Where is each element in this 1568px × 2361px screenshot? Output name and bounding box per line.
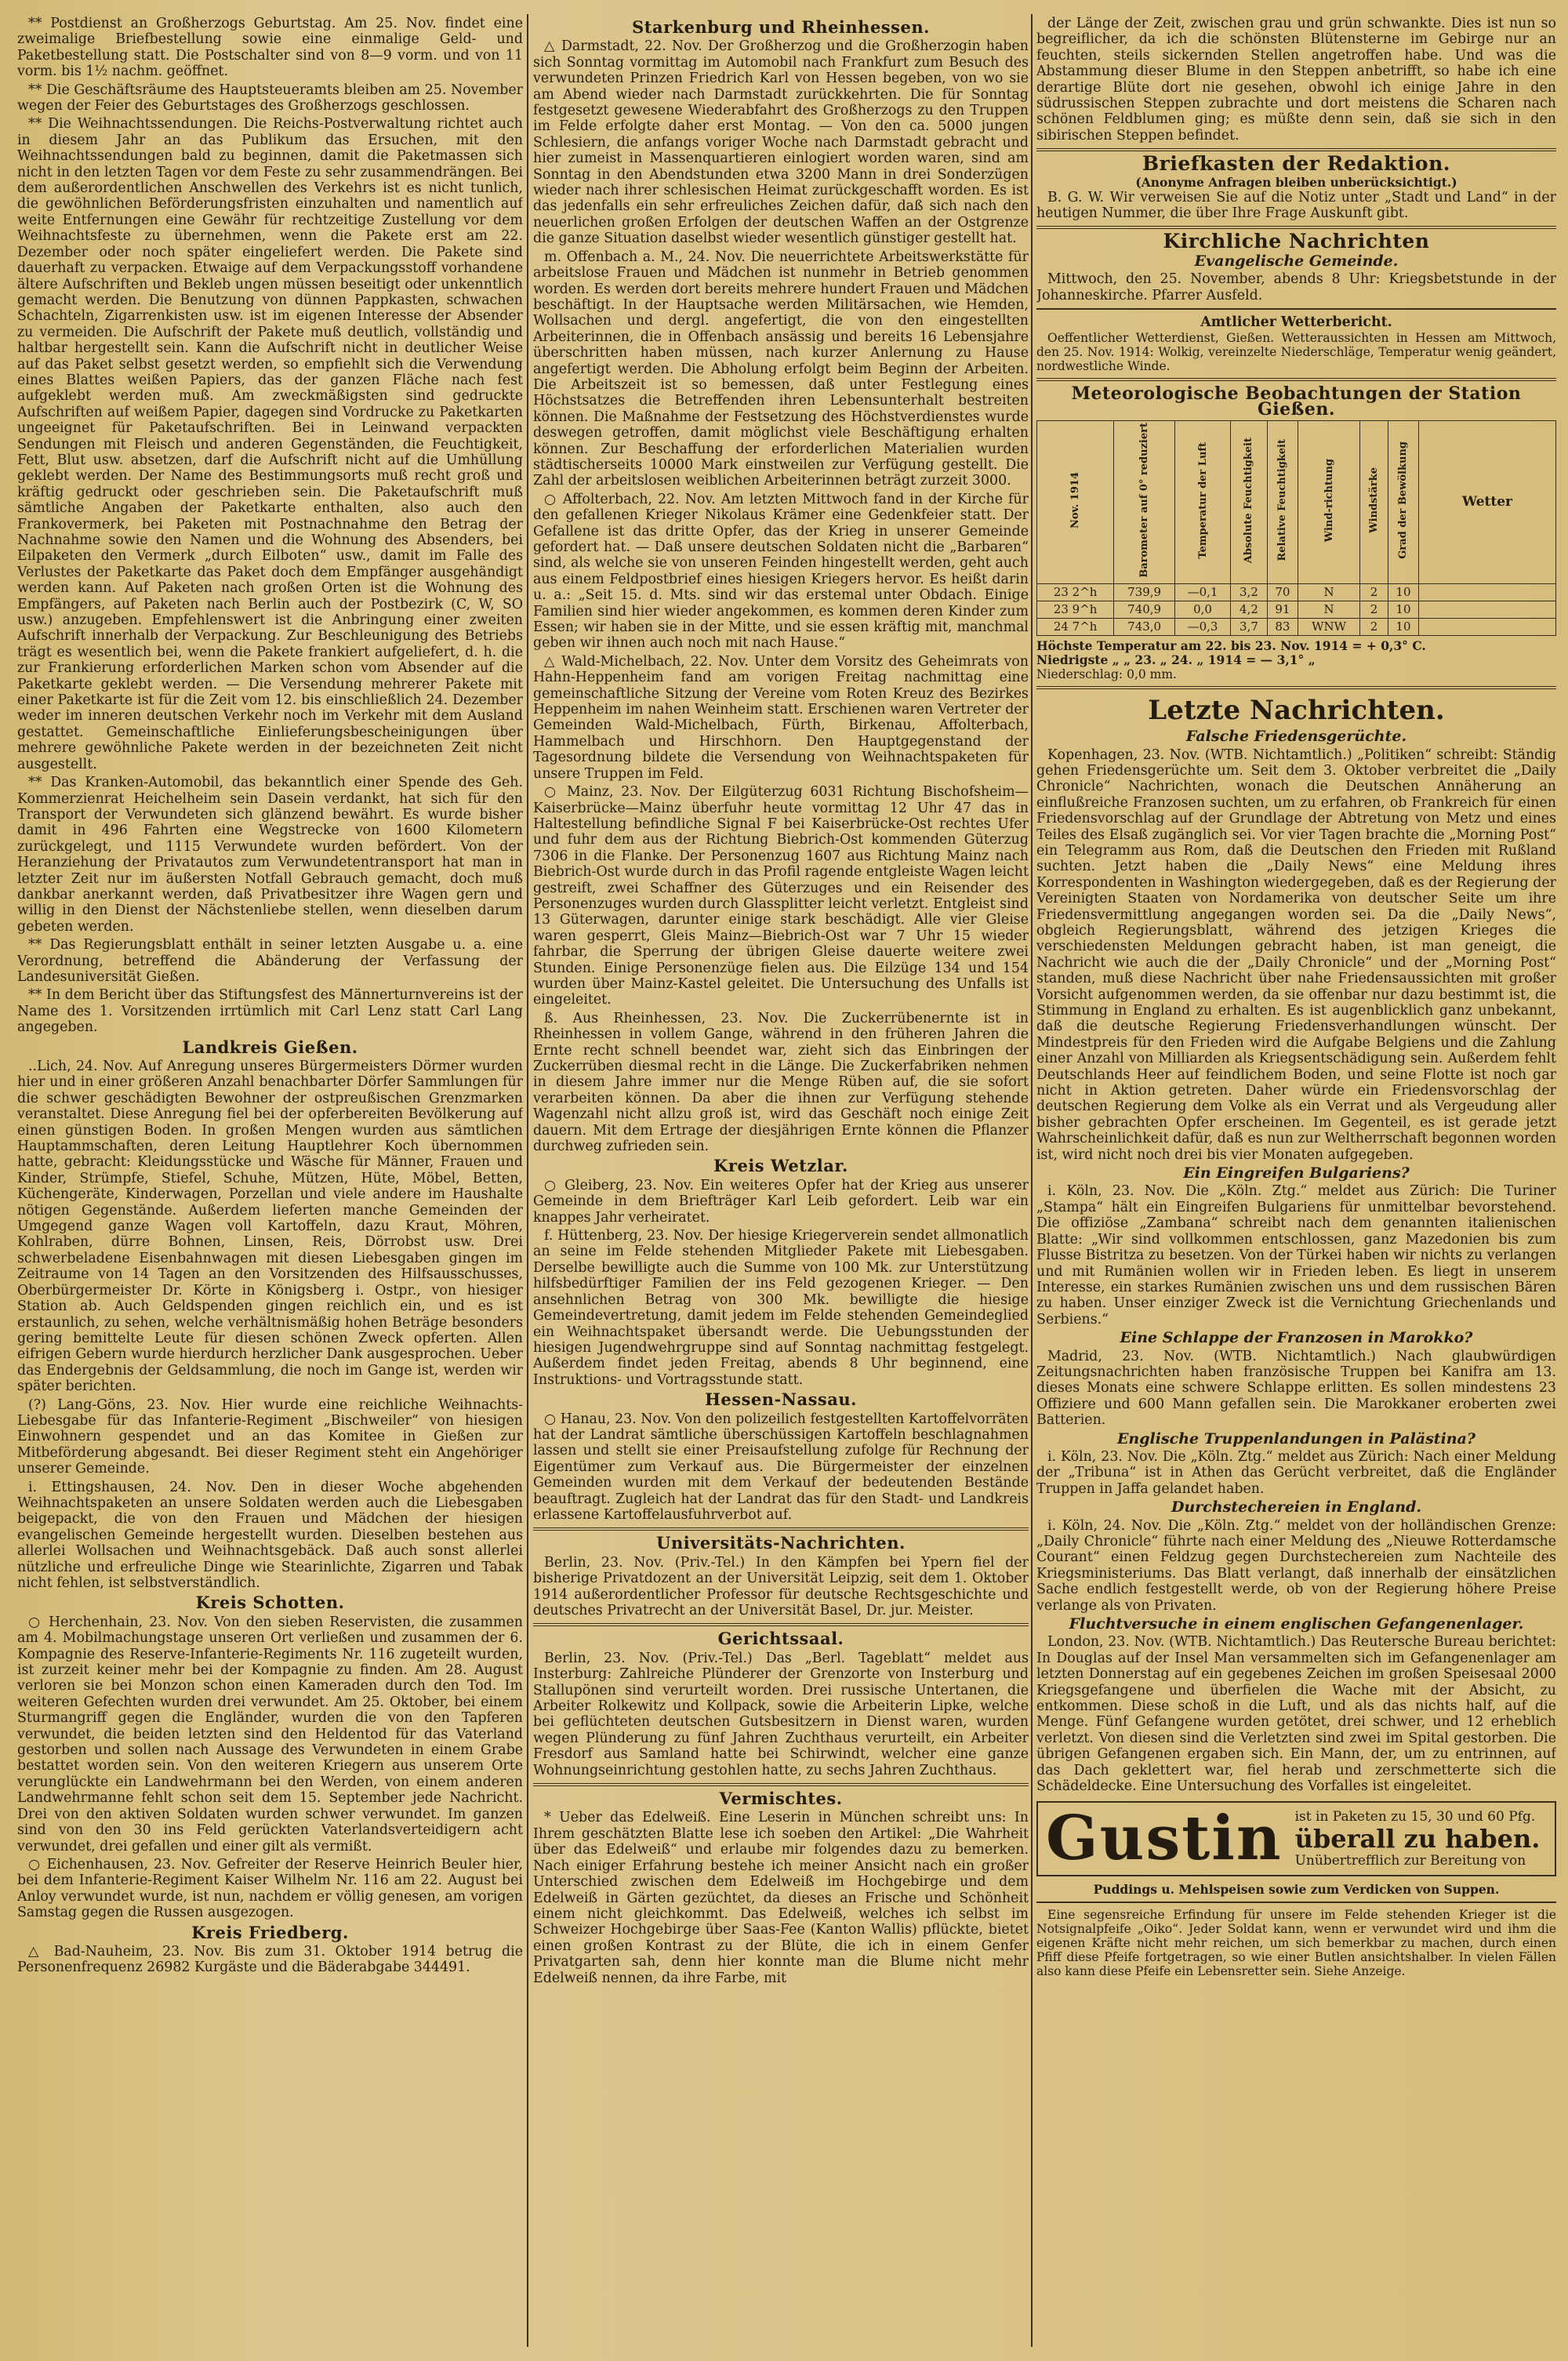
ad-line: Unübertrefflich zur Bereitung von <box>1294 1852 1526 1869</box>
ad-brand-name: Gustin <box>1046 1802 1283 1874</box>
table-cell: 3,7 <box>1231 619 1268 636</box>
table-header <box>1388 421 1418 584</box>
article-paragraph: ** Die Weihnachtssendungen. Die Reichs-Postverwaltung richtet auch in diesem Jahr an das Publikum das Ersuchen, mit den Weihnachtssendungen bald zu beginnen, damit die Paketmassen sich nicht in den letzten Tagen vor dem Feste zu sehr zusammendrängen. Bei dem außerordentlichen Anschwellen des Verkehrs ist es nicht tunlich, die gewöhnlichen Beförderungsfristen einzuhalten und namentlich auf weite Entfernungen eine Gewähr für rechtzeitige Zustellung vor dem Weihnachtsfeste zu übernehmen, wenn die Pakete erst am 22. Dezember oder noch später eingeliefert werden. Die Pakete sind dauerhaft zu verpacken. Etwaige auf dem Verpackungsstoff vorhandene ältere Aufschriften und Bekleb ungen müssen beseitigt oder unkenntlich gemacht werden. Die Benutzung von dünnen Pappkasten, schwachen Schachteln, Zigarrenkisten usw. ist im eigenen Interesse der Absender zu vermeiden. Die Aufschrift der Pakete muß deutlich, vollständig und haltbar hergestellt sein. Kann die Aufschrift nicht in deutlicher Weise auf das Paket selbst gesetzt werden, so empfiehlt sich die Verwendung eines Blattes weißen Papiers, das der ganzen Fläche nach fest aufgeklebt werden muß. Am zweckmäßigsten sind gedruckte Aufschriften auf weißem Papier, dagegen sind Vordrucke zu Paketkarten ungeeignet für Paketaufschriften. Bei in Leinwand verpackten Sendungen mit Fleisch und anderen Gegenständen, die Feuchtigkeit, Fett, Blut usw. absetzen, darf die Aufschrift nicht auf die Umhüllung geklebt werden. Der Name des Bestimmungsorts muß recht groß und kräftig gedruckt oder geschrieben sein. Die Paketaufschrift muß sämtliche Angaben der Paketkarte enthalten, also auch den Frankovermerk, bei Paketen mit Postnachnahme den Betrag der Nachnahme sowie den Namen und die Wohnung des Absenders, bei Eilpaketen den Vermerk „durch Eilboten“ usw., damit im Falle des Verlustes der Paketkarte das Paket doch dem Empfänger ausgehändigt werden kann. Auf Paketen nach großen Orten ist die Wohnung des Empfängers, auf Paketen nach Berlin auch der Postbezirk (C, W, SO usw.) anzugeben. Empfehlenswert ist die Anbringung einer zweiten Aufschrift innerhalb der Verpackung. Zur Beschleunigung des Betriebs trägt es wesentlich bei, wenn die Pakete frankiert aufgeliefert, d. h. die zur Frankierung erforderlichen Marken schon vom Absender auf die Paketkarte geklebt werden. — Die Versendung mehrerer Pakete mit einer Paketkarte ist für die Zeit vom 12. bis einschließlich 24. Dezember weder im inneren deutschen Verkehr noch im Verkehr mit dem Ausland gestattet. Gemeinschaftliche Einlieferungsbescheinigungen über mehrere gewöhnliche Pakete werden in der bezeichneten Zeit nicht ausgestellt. <box>17 116 523 772</box>
section-heading: Landkreis Gießen. <box>182 1037 358 1057</box>
article-paragraph: Mittwoch, den 25. November, abends 8 Uhr: Kriegsbetstunde in der Johanneskirche. Pfarrer Ausfeld. <box>1036 271 1556 303</box>
article-subheading: Durchstechereien in England. <box>1171 1498 1422 1516</box>
article-paragraph: ○ Mainz, 23. Nov. Der Eilgüterzug 6031 Richtung Bischofsheim—Kaiserbrücke—Mainz überfuhr heute vormittag 12 Uhr 47 das in Haltestellung befindliche Signal F bei Kaiserbrücke-Ost rechtes Ufer und fuhr dem aus der Richtung Biebrich-Ost kommenden Güterzug 7306 in die Flanke. Der Personenzug 1607 aus Richtung Mainz nach Biebrich-Ost wurde durch in das Profil ragende entgleiste Wagen leicht gestreift, zwei Schaffner des Güterzuges und ein Reisender des Personenzuges wurden durch Glassplitter leicht verletzt. Entgleist sind 13 Güterwagen, darunter einige stark beschädigt. Alle vier Gleise waren gesperrt, Gleis Mainz—Biebrich-Ost war 7 Uhr 15 wieder fahrbar, die Sperrung der übrigen Gleise dauerte weitere zwei Stunden. Einige Personenzüge fielen aus. Die Eilzüge 134 und 154 wurden über Mainz-Kastel geleitet. Die Untersuchung des Unfalls ist eingeleitet. <box>533 784 1029 1008</box>
table-cell: 4,2 <box>1231 601 1268 619</box>
table-header-label: Wetter <box>1462 494 1512 510</box>
table-cell <box>1419 601 1556 619</box>
column-2 <box>533 16 1029 2345</box>
article-paragraph: der Länge der Zeit, zwischen grau und grün schwankte. Dies ist nun so begreiflicher, da ich die schönsten Blütensterne im Gebirge nur an feuchten, steils sickernden Stellen angetroffen habe. Und was die Abstammung dieser Blume in den Steppen anbetrifft, so habe ich eine derartige Blüte dort nie gesehen, obwohl ich einige Jahre in den südrussischen Steppen zubrachte und dort meistens die Scharen nach schönen Feldblumen ging; es müßte denn sein, daß sie sich in den sibirischen Steppen befindet. <box>1036 16 1556 143</box>
article-paragraph: ○ Herchenhain, 23. Nov. Von den sieben Reservisten, die zusammen am 4. Mobilmachungstage unseren Ort verließen und zusammen der 6. Kompagnie des Reserve-Infanterie-Regiments Nr. 116 zugeteilt wurden, ist zurzeit keiner mehr bei der Kompagnie zu finden. Am 28. August verloren sie bei Monzon schon einen Kameraden durch den Tod. Im weiteren Gefechten wurden drei verwundet. Am 25. Oktober, bei einem Sturmangriff gegen die Engländer, wurden die von den Tapferen verwundet, die beiden letzten sind den Heldentod für das Vaterland gestorben und sollen nach Aussage des Verwundeten in einem Grabe bestattet worden sein. Von den weiteren Kriegern aus unserem Orte verunglückte ein Landwehrmann bei den Werden, von einem anderen Landwehrmanne fehlt schon seit dem 15. September jede Nachricht. Drei von den aktiven Soldaten wurden schwer verwundet. Im ganzen sind von den 30 ins Feld gerückten Vaterlandsverteidigern acht verwundet, drei gefallen und einer gilt als vermißt. <box>17 1614 523 1854</box>
section-heading: Amtlicher Wetterbericht. <box>1200 314 1392 331</box>
section-heading: Kreis Friedberg. <box>191 1922 349 1942</box>
column-3 <box>1036 16 1556 2345</box>
section-heading: Kirchliche Nachrichten <box>1163 230 1430 253</box>
divider <box>1036 686 1556 689</box>
table-cell: 83 <box>1267 619 1298 636</box>
table-header-label: Grad der Bewölkung <box>1397 441 1410 560</box>
weather-footnote: Höchste Temperatur am 22. bis 23. Nov. 1914 = + 0,3° C. <box>1036 638 1426 654</box>
table-cell: 743,0 <box>1114 619 1175 636</box>
table-cell: N <box>1298 584 1359 601</box>
weather-footnote: Niedrigste „ „ 23. „ 24. „ 1914 = — 3,1° „ <box>1036 652 1316 668</box>
table-header-label: Barometer auf 0° reduziert <box>1138 423 1151 579</box>
divider <box>1036 1902 1556 1903</box>
ad-line: Puddings u. Mehlspeisen sowie zum Verdicken von Suppen. <box>1093 1881 1500 1897</box>
article-paragraph: ** In dem Bericht über das Stiftungsfest des Männerturnvereins ist der Name des 1. Vorsitzenden irrtümlich mit Carl Lenz statt Carl Lang angegeben. <box>17 987 523 1036</box>
article-subheading: Ein Eingreifen Bulgariens? <box>1183 1164 1410 1182</box>
table-cell: 70 <box>1267 584 1298 601</box>
table-header <box>1360 421 1388 584</box>
article-subheading: Falsche Friedensgerüchte. <box>1185 728 1407 746</box>
section-heading: Gerichtssaal. <box>717 1629 844 1649</box>
article-paragraph: Berlin, 23. Nov. (Priv.-Tel.) Das „Berl. Tageblatt“ meldet aus Insterburg: Zahlreiche Plünderer der Grenzorte von Insterburg und Stallupönen sind verurteilt worden. Drei russische Untertanen, die Arbeiter Rolkewitz und Kollpack, sowie die Arbeiterin Lipke, welche bei geflüchteten deutschen Gutsbesitzern in Dienst waren, wurden wegen Plünderung zu fünf Jahren Zuchthaus verurteilt, ein Arbeiter Fresdorf aus Samland hatte bei Schirwindt, welcher eine ganze Wohnungseinrichtung gestohlen hatte, zu sechs Jahren Zuchthaus. <box>533 1650 1029 1778</box>
table-cell: 23 2^h <box>1037 584 1114 601</box>
table-cell: 0,0 <box>1175 601 1231 619</box>
table-header <box>1231 421 1268 584</box>
divider <box>1036 226 1556 229</box>
article-paragraph: ○ Gleiberg, 23. Nov. Ein weiteres Opfer hat der Krieg aus unserer Gemeinde in dem Briefträger Karl Leib gefordert. Leib war ein knappes Jahr verheiratet. <box>533 1177 1029 1226</box>
table-row <box>1037 584 1556 601</box>
section-heading: Kreis Wetzlar. <box>713 1156 848 1176</box>
table-header-label: Temperatur der Luft <box>1196 441 1209 559</box>
weather-footnote: Niederschlag: 0,0 mm. <box>1036 667 1177 682</box>
section-subheading: Evangelische Gemeinde. <box>1194 252 1399 270</box>
article-paragraph: ß. Aus Rheinhessen, 23. Nov. Die Zuckerrübenernte ist in Rheinhessen in vollem Gange, während in den früheren Jahren die Ernte recht schnell beendet war, zieht sich das Einbringen der Zuckerrüben diesmal recht in die Länge. Die Zuckerfabriken nehmen in diesem Jahre immer nur die Menge Rüben auf, die sie sofort verarbeiten können. Da aber die ihnen zur Verfügung stehende Wagenzahl nicht allzu groß ist, wird das Geschäft noch einige Zeit dauern. Mit dem Ertrage der diesjährigen Ernte können die Pflanzer durchweg zufrieden sein. <box>533 1010 1029 1155</box>
table-cell: 739,9 <box>1114 584 1175 601</box>
ad-headline: überall zu haben. <box>1294 1823 1541 1854</box>
article-paragraph: ** Das Regierungsblatt enthält in seiner letzten Ausgabe u. a. eine Verordnung, betreffend die Abänderung der Verfassung der Landesuniversität Gießen. <box>17 937 523 985</box>
section-heading: Briefkasten der Redaktion. <box>1142 152 1450 176</box>
article-paragraph: △ Wald-Michelbach, 22. Nov. Unter dem Vorsitz des Geheimrats von Hahn-Heppenheim fand am vorigen Freitag nachmittag eine gemeinschaftliche Sitzung der Vereine vom Roten Kreuz des Bezirkes Heppenheim im nahen Weinheim statt. Erschienen waren Vertreter der Gemeinden Wald-Michelbach, Fürth, Birkenau, Affolterbach, Hammelbach und Hirschhorn. Den Hauptgegenstand der Tagesordnung bildete die Versendung von Weihnachtspaketen für unsere Truppen im Feld. <box>533 653 1029 782</box>
article-paragraph: ○ Eichenhausen, 23. Nov. Gefreiter der Reserve Heinrich Beuler hier, bei dem Infanterie-Regiment Kaiser Wilhelm Nr. 116 am 22. August bei Anloy verwundet wurde, ist nun, nachdem er völlig genesen, am vorigen Samstag gegen die Russen ausgezogen. <box>17 1856 523 1921</box>
table-header <box>1298 421 1359 584</box>
article-paragraph: B. G. W. Wir verweisen Sie auf die Notiz unter „Stadt und Land“ in der heutigen Nummer, die über Ihre Frage Auskunft gibt. <box>1036 189 1556 222</box>
table-cell: 2 <box>1360 584 1388 601</box>
article-paragraph: ** Das Kranken-Automobil, das bekanntlich einer Spende des Geh. Kommerzienrat Heichelheim sein Dasein verdankt, hat sich für den Transport der Verwundeten sich glänzend bewährt. Es wurde bisher damit in 496 Fahrten eine Wegstrecke von 1600 Kilometern zurückgelegt, und 1115 Verwundete wurden befördert. Von der Heranziehung der Privatautos zum Verwundetentransport hat man in letzter Zeit nur im äußersten Notfall Gebrauch gemacht, doch muß dankbar anerkannt werden, daß Privatbesitzer ihre Wagen gern und willig in den Dienst der Nächstenliebe stellen, wenn dieselben darum gebeten werden. <box>17 775 523 935</box>
table-row <box>1037 601 1556 619</box>
table-cell: 2 <box>1360 619 1388 636</box>
article-paragraph: △ Bad-Nauheim, 23. Nov. Bis zum 31. Oktober 1914 betrug die Personenfrequenz 26982 Kurgäste und die Bäderabgabe 344491. <box>17 1943 523 1976</box>
table-cell <box>1419 584 1556 601</box>
divider <box>533 1623 1029 1626</box>
section-heading: Vermischtes. <box>719 1789 843 1809</box>
article-paragraph: Madrid, 23. Nov. (WTB. Nichtamtlich.) Nach glaubwürdigen Zeitungsnachrichten haben französische Truppen bei Kanifra am 13. dieses Monats eine schwere Schlappe erlitten. Es sollen mindestens 23 Offiziere und 600 Mann gefallen sein. Die Marokkaner eroberten zwei Batterien. <box>1036 1348 1556 1429</box>
table-cell: 3,2 <box>1231 584 1268 601</box>
column-rule <box>1031 14 1033 2347</box>
article-paragraph: ** Die Geschäftsräume des Hauptsteueramts bleiben am 25. November wegen der Feier des Geburtstages des Großherzogs geschlossen. <box>17 82 523 114</box>
table-cell: 91 <box>1267 601 1298 619</box>
table-cell: WNW <box>1298 619 1359 636</box>
table-header-label: Absolute Feuchtigkeit <box>1243 438 1255 564</box>
article-paragraph: f. Hüttenberg, 23. Nov. Der hiesige Kriegerverein sendet allmonatlich an seine im Felde stehenden Mitglieder Pakete mit Liebesgaben. Derselbe bewilligte auch die Summe von 100 Mk. zur Unterstützung hilfsbedürftiger Familien der ins Feld gezogenen Krieger. — Den ansehnlichen Betrag von 300 Mk. bewilligte die hiesige Gemeindevertretung, damit jedem im Felde stehenden Gemeindeglied ein Weihnachtspaket übersandt werde. Die Uebungsstunden der hiesigen Jugendwehrgruppe sind auf Sonntag nachmittag festgelegt. Außerdem findet jeden Freitag, abends 8 Uhr beginnend, eine Instruktions- und Vortragsstunde statt. <box>533 1228 1029 1388</box>
table-header-label: Nov. 1914 <box>1069 472 1082 529</box>
column-rule <box>527 14 528 2347</box>
article-paragraph: Eine segensreiche Erfindung für unsere im Felde stehenden Krieger ist die Notsignalpfeife „Oiko“. Jeder Soldat kann, wenn er verwundet wird und ihm die eigenen Kräfte nicht mehr reichen, um sich bemerkbar zu machen, durch einen Pfiff diese Pfeife fortgetragen, so wie einer Butlen ansichtshalber. In vielen Fällen also kann diese Pfeife ein Lebensretter sein. Siehe Anzeige. <box>1036 1907 1556 1978</box>
divider <box>1036 308 1556 310</box>
gustin-advertisement <box>1036 1801 1556 1876</box>
article-paragraph: ○ Affolterbach, 22. Nov. Am letzten Mittwoch fand in der Kirche für den gefallenen Krieger Nikolaus Krämer eine Gedenkfeier statt. Der Gefallene ist das dritte Opfer, das der Krieg in unserer Gemeinde gefordert hat. — Daß unsere deutschen Soldaten nicht die „Barbaren“ sind, als welche sie von unseren Feinden hingestellt werden, geht auch aus einem Feldpostbrief eines hiesigen Kriegers hervor. Es heißt darin u. a.: „Seit 15. d. Mts. sind wir das erstemal unter Obdach. Einige Familien sind hier wieder angekommen, es kommen deren Kinder zum Essen; wir haben sie in der Mitte, und sie essen kräftig mit, manchmal geben wir ihnen auch noch mit nach Hause.“ <box>533 491 1029 652</box>
table-header-label: Relative Feuchtigkeit <box>1276 439 1289 561</box>
section-heading: Kreis Schotten. <box>195 1593 345 1613</box>
section-subheading: (Anonyme Anfragen bleiben unberücksichtigt.) <box>1135 174 1457 190</box>
ad-copy <box>1295 1809 1541 1869</box>
article-paragraph: m. Offenbach a. M., 24. Nov. Die neuerrichtete Arbeitswerkstätte für arbeitslose Frauen und Mädchen ist nunmehr in Betrieb genommen worden. Es werden dort bereits mehrere hundert Frauen und Mädchen beschäftigt. In der Hauptsache werden Militärsachen, wie Hemden, Wollsachen und dergl. angefertigt, die von den eingestellten Arbeiterinnen, die in Offenbach ansässig und bereits 16 Lebensjahre überschritten haben müssen, nach kurzer Anlernung zu Hause angefertigt werden. Die Abholung erfolgt beim Beginn der Arbeiten. Die Arbeitszeit ist so bemessen, daß unter Festlegung eines Höchstsatzes die Betreffenden ihren Lebensunterhalt bestreiten können. Die Maßnahme der Festsetzung des Höchstverdienstes wurde deswegen getroffen, damit möglichst viele Beschäftigung erhalten können. Zur Beschaffung der erforderlichen Materialien wurden städtischerseits 10000 Mark einstweilen zur Verfügung gestellt. Die Zahl der arbeitslosen weiblichen Arbeiterinnen beträgt zurzeit 3000. <box>533 249 1029 489</box>
article-paragraph: (?) Lang-Göns, 23. Nov. Hier wurde eine reichliche Weihnachts-Liebesgabe für das Infanterie-Regiment „Bischweiler“ von hiesigen Einwohnern gespendet und an das Komitee in Gießen zur Mitbeförderung abgesandt. Bei dieser Regiment steht ein Angehöriger unserer Gemeinde. <box>17 1397 523 1477</box>
article-paragraph: Oeffentlicher Wetterdienst, Gießen. Wetteraussichten in Hessen am Mittwoch, den 25. Nov. 1914: Wolkig, vereinzelte Niederschläge, Temperatur wenig geändert, nordwestliche Winde. <box>1036 330 1556 373</box>
article-paragraph: Kopenhagen, 23. Nov. (WTB. Nichtamtlich.) „Politiken“ schreibt: Ständig gehen Friedensgerüchte um. Seit dem 3. Oktober verbreitet die „Daily Chronicle“ Nachrichten, wonach die Deutschen Annäherung an einflußreiche Franzosen suchten, um zu erfahren, ob Frankreich für einen Friedensvorschlag auf der Grundlage der Abtretung von Metz und eines Teiles des Elsaß zugänglich sei. Vor vier Tagen brachte die „Morning Post“ ein Telegramm aus Rom, daß die Deutschen den Frieden mit Rußland suchten. Jetzt haben die „Daily News“ eine Meldung ihres Korrespondenten in Washington wiedergegeben, daß es der Regierung der Vereinigten Staaten von Nordamerika von deutscher Seite um ihre Friedensvermittlung angegangen worden sei. Da die „Daily News“, obgleich Regierungsblatt, während des jetzigen Krieges die verschiedensten Meldungen gebracht haben, ist man geneigt, die Nachricht wie auch die der „Daily Chronicle“ und der „Morning Post“ standen, muß diese Nachricht über nahe Friedensaussichten mit großer Vorsicht aufgenommen werden, da sie offenbar nur dazu bestimmt ist, die Stimmung in England zu erhalten. Es ist augenblicklich ganz unbekannt, daß die deutsche Regierung Friedensverhandlungen wünscht. Der Mindestpreis für den Frieden wird die Aufgabe Belgiens und die Zahlung einer Anzahl von Milliarden als Kriegsentschädigung sein. Außerdem fehlt Deutschlands Heer auf feindlichem Boden, und seine Flotte ist noch gar nicht in Aktion getreten. Daher würde ein Friedensvorschlag der deutschen Regierung dem Volke als ein Verrat und als Vergeudung aller bisher gebrachten Opfer erscheinen. Im Gegenteil, es ist gerade jetzt Wahrscheinlichkeit dafür, daß es nun zur Weltherrschaft begonnen worden ist, wird nicht noch drei bis vier Monaten aufgegeben. <box>1036 746 1556 1163</box>
section-heading: Starkenburg und Rheinhessen. <box>632 17 930 37</box>
table-cell: —0,3 <box>1175 619 1231 636</box>
weather-table <box>1036 420 1556 636</box>
article-paragraph: i. Köln, 23. Nov. Die „Köln. Ztg.“ meldet aus Zürich: Die Turiner „Stampa“ hält ein Eingreifen Bulgariens für unmittelbar bevorstehend. Die offiziöse „Zambana“ schreibt nach dem genannten italienischen Blatte: „Wir sind vollkommen entschlossen, ganz Mazedonien bis zum Flusse Bistritza zu besetzen. Von der Türkei haben wir nichts zu verlangen und mit Rumänien wollen wir in Frieden leben. Es liegt in unserem Interesse, ein starkes Rumänien zwischen uns und dem russischen Bären zu haben. Unser einziger Zweck ist die Vernichtung Griechenlands und Serbiens.“ <box>1036 1183 1556 1328</box>
section-heading: Meteorologische Beobachtungen der Station Gießen. <box>1071 383 1522 420</box>
table-cell: —0,1 <box>1175 584 1231 601</box>
table-cell: N <box>1298 601 1359 619</box>
table-header <box>1114 421 1175 584</box>
table-header <box>1419 421 1556 584</box>
table-header <box>1175 421 1231 584</box>
article-paragraph: ○ Hanau, 23. Nov. Von den polizeilich festgestellten Kartoffelvorräten hat der Landrat sämtliche überschüssigen Kartoffeln beschlagnahmen lassen und stellt sie einer Preisaufstellung zufolge für Rechnung der Eigentümer zum Verkauf aus. Die Bürgermeister der einzelnen Gemeinden wurden mit dem Verkauf der bedeutenden Bestände beauftragt. Zugleich hat der Landrat das für den Stadt- und Landkreis erlassene Kartoffelausfuhrverbot auf. <box>533 1411 1029 1523</box>
divider <box>1036 148 1556 151</box>
table-header <box>1037 421 1114 584</box>
table-cell: 10 <box>1388 619 1418 636</box>
article-subheading: Englische Truppenlandungen in Palästina? <box>1116 1429 1476 1447</box>
article-paragraph: Berlin, 23. Nov. (Priv.-Tel.) In den Kämpfen bei Ypern fiel der bisherige Privatdozent an der Universität Leipzig, seit dem 1. Oktober 1914 außerordentlicher Professor für deutsche Rechtsgeschichte und deutsches Privatrecht an der Universität Basel, Dr. jur. Meister. <box>533 1554 1029 1618</box>
ad-line: ist in Paketen zu 15, 30 und 60 Pfg. <box>1294 1808 1536 1825</box>
article-paragraph: △ Darmstadt, 22. Nov. Der Großherzog und die Großherzogin haben sich Sonntag vormittag im Automobil nach Frankfurt zum Besuch des verwundeten Prinzen Friedrich Karl von Hessen begeben, von wo sie am Abend wieder nach Darmstadt zurückkehrten. Die für Sonntag festgesetzt gewesene Wiederabfahrt des Großherzogs zu den Truppen im Felde erfolgte daher erst Montag. — Von den ca. 5000 jungen Schlesiern, die anfangs voriger Woche nach Darmstadt gebracht und hier zumeist in Massenquartieren einlogiert worden waren, sind am Sonntag in den Abendstunden etwa 3200 Mann in drei Sonderzügen wieder nach ihrer schlesischen Heimat zurückgeschafft worden. Es ist das jedenfalls ein sehr erfreuliches Zeichen dafür, daß sich nach den neuerlichen großen Erfolgen der deutschen Waffen an der Ostgrenze die ganze Situation daselbst wieder wesentlich günstiger gestellt hat. <box>533 38 1029 247</box>
article-paragraph: * Ueber das Edelweiß. Eine Leserin in München schreibt uns: In Ihrem geschätzten Blatte lese ich soeben den Artikel: „Die Wahrheit über das Edelweiß“ und erlaube mir folgendes dazu zu bemerken. Nach einiger Erfahrung bestehe ich meiner Ansicht nach ein großer Unterschied zwischen dem Edelweiß im Hochgebirge und dem Edelweiß in Gärten gezüchtet, da dieses an Frische und Schönheit einem nicht gleichkommt. Das Edelweiß, welches ich selbst im Schweizer Hochgebirge über Saas-Fee (Kanton Wallis) pflückte, bietet einen großen Kontrast zu der Blüte, die ich in einem Genfer Privatgarten sah, denn hier konnte man die Blume nicht mehr Edelweiß nennen, da ihre Farbe, mit <box>533 1810 1029 1986</box>
table-header-row <box>1037 421 1556 584</box>
table-row <box>1037 619 1556 636</box>
divider <box>1036 378 1556 381</box>
article-paragraph: ** Postdienst an Großherzogs Geburtstag. Am 25. Nov. findet eine zweimalige Briefbestellung sowie eine einmalige Geld- und Paketbestellung statt. Die Postschalter sind von 8—9 vorm. und von 11 vorm. bis 1½ nachm. geöffnet. <box>17 16 523 80</box>
article-subheading: Eine Schlappe der Franzosen in Marokko? <box>1120 1329 1473 1347</box>
table-cell: 10 <box>1388 601 1418 619</box>
article-paragraph: i. Ettingshausen, 24. Nov. Den in dieser Woche abgehenden Weihnachtspaketen an unsere Soldaten werden auch die Liebesgaben beigepackt, die von den Frauen und Mädchen der hiesigen evangelischen Gemeinde hergestellt wurden. Dieselben bestehen aus allerlei Wollsachen und Weihnachtsgebäck. Daß auch sonst allerlei nützliche und erfreuliche Dinge wie Stearinlichte, Zigarren und Tabak nicht fehlen, ist selbstverständlich. <box>17 1479 523 1591</box>
divider <box>533 1527 1029 1531</box>
table-cell: 740,9 <box>1114 601 1175 619</box>
section-heading: Universitäts-Nachrichten. <box>656 1533 906 1553</box>
article-paragraph: i. Köln, 24. Nov. Die „Köln. Ztg.“ meldet von der holländischen Grenze: „Daily Chronicle“ führte nach einer Meldung des „Nieuwe Rotterdamsche Courant“ einen Feldzug gegen Durchstechereien zum Nachteile des Kriegsministeriums. Das Blatt verlangt, daß innerhalb der einsätzlichen Sache endlich festgestellt werde, ob von der Regierung höhere Preise verlange als von Privaten. <box>1036 1517 1556 1614</box>
table-header-label: Wind-richtung <box>1323 459 1335 543</box>
table-cell: 2 <box>1360 601 1388 619</box>
article-paragraph: London, 23. Nov. (WTB. Nichtamtlich.) Das Reutersche Bureau berichtet: In Douglas auf der Insel Man versammelten sich im Gefangenenlager am letzten Donnerstag auf ein gegebenes Zeichen im großen Speisesaal 2000 Kriegsgefangene und überfielen die Wache mit der Absicht, zu entkommen. Diese schoß in die Luft, und als das nichts half, auf die Menge. Fünf Gefangene wurden getötet, drei schwer, und 12 erheblich verletzt. Von diesen sind die Verletzten sind zwei im Spital gestorben. Die übrigen Gefangenen ergaben sich. Ein Mann, der, um zu entrinnen, auf das Dach geklettert war, fiel herab und zerschmetterte sich die Schädeldecke. Eine Untersuchung des Vorfalles ist eingeleitet. <box>1036 1634 1556 1795</box>
article-paragraph: i. Köln, 23. Nov. Die „Köln. Ztg.“ meldet aus Zürich: Nach einer Meldung der „Tribuna“ ist in Athen das Gerücht verbreitet, daß die Engländer Truppen in Jaffa gelandet haben. <box>1036 1448 1556 1497</box>
table-cell: 23 9^h <box>1037 601 1114 619</box>
table-cell: 10 <box>1388 584 1418 601</box>
table-cell: 24 7^h <box>1037 619 1114 636</box>
divider <box>533 1783 1029 1786</box>
article-paragraph: ..Lich, 24. Nov. Auf Anregung unseres Bürgermeisters Dörmer wurden hier und in einer größeren Anzahl benachbarter Dörfer Sammlungen für die schwer geschädigten Bewohner der ostpreußischen Grenzmarken veranstaltet. Diese Anregung fiel bei der opferbereiten Bevölkerung auf einen günstigen Boden. In großen Mengen wurden aus sämtlichen Hauptammschaften, deren Leitung Hauptlehrer Koch übernommen hatte, gebracht: Kleidungsstücke und Wäsche für Männer, Frauen und Kinder, Strümpfe, Stiefel, Schuhe, Mützen, Hüte, Möbel, Betten, Küchengeräte, Kinderwagen, Porzellan und viele andere im Haushalte nötigen Gegenstände. Außerdem lieferten manche Gemeinden der Umgegend ganze Wagen voll Kartoffeln, dazu Kraut, Möhren, Kohlraben, dürre Bohnen, Linsen, Reis, Dörrobst usw. Drei schwerbeladene Eisenbahnwagen mit diesen Liebesgaben gingen im Zeitraume von 14 Tagen an den Vorsitzenden des Hilfsausschusses, Oberbürgermeister Dr. Körte in Königsberg i. Ostpr., von hiesiger Station ab. Auch Geldspenden gingen reichlich ein, und es ist erstaunlich, zu sehen, welche verhältnismäßig hohen Beträge besonders gering bemittelte Leute für diesen schönen Zweck opferten. Allen eifrigen Gebern wurde hierdurch herzlicher Dank ausgesprochen. Ueber das Endergebnis der Geldsammlung, die noch im Gange ist, werden wir später berichten. <box>17 1059 523 1395</box>
article-subheading: Fluchtversuche in einem englischen Gefangenenlager. <box>1069 1615 1524 1633</box>
column-1 <box>17 16 523 2345</box>
table-header-label: Windstärke <box>1368 467 1381 534</box>
table-header <box>1267 421 1298 584</box>
section-heading: Letzte Nachrichten. <box>1148 695 1445 727</box>
table-cell <box>1419 619 1556 636</box>
section-heading: Hessen-Nassau. <box>705 1389 857 1410</box>
